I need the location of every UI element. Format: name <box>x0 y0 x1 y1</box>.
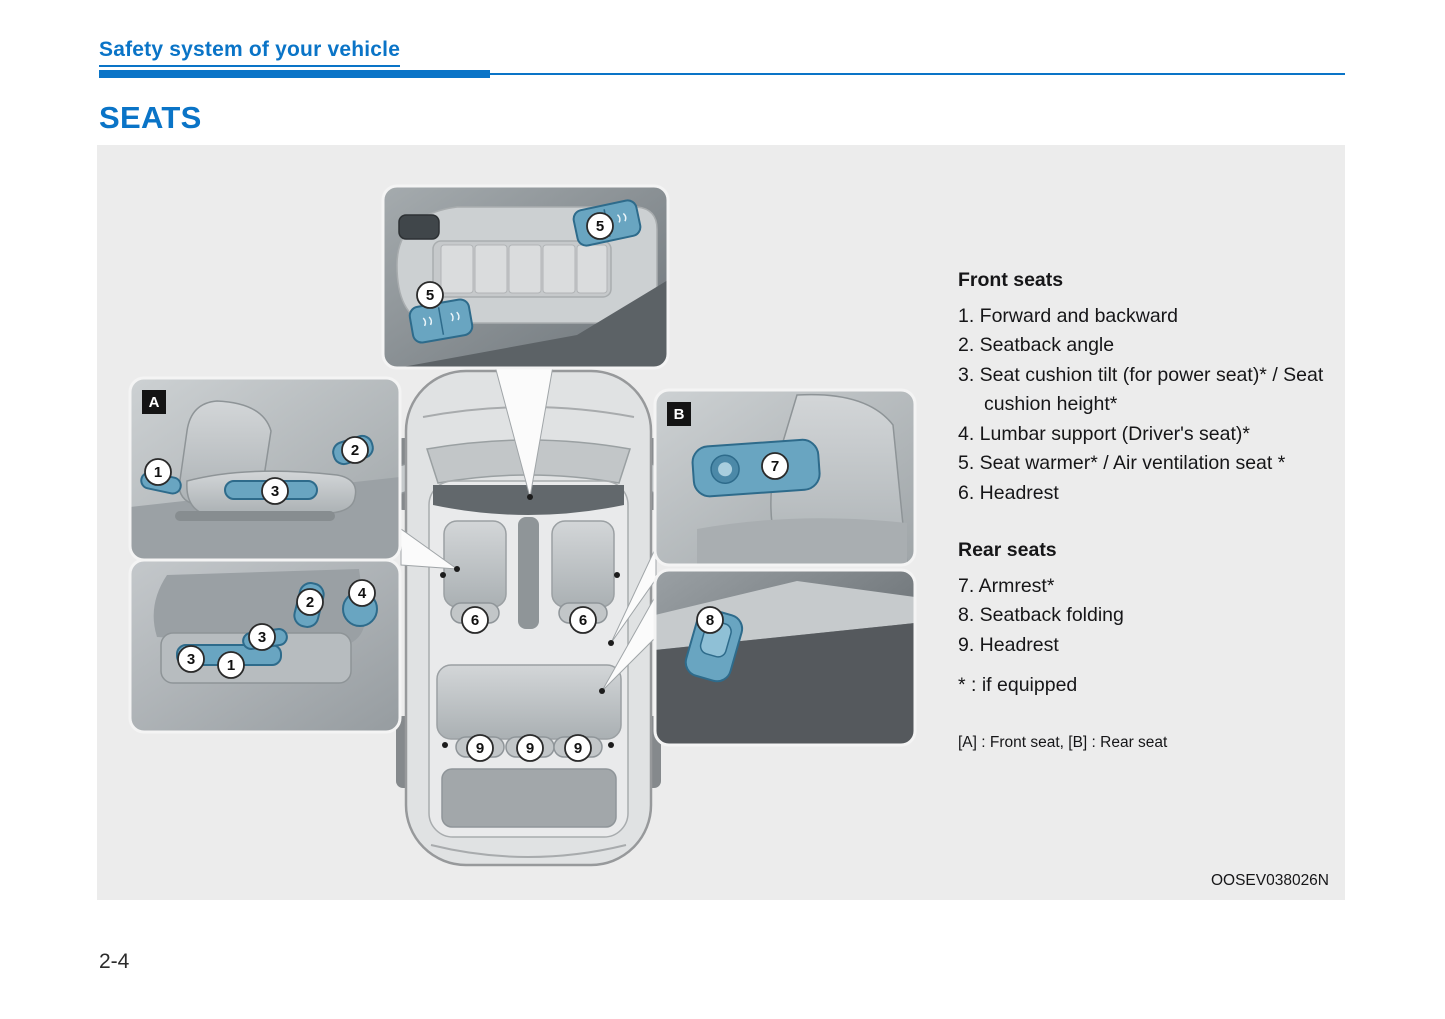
equipped-footnote: * : if equipped <box>958 674 1078 696</box>
legend <box>958 266 1334 753</box>
svg-text:7: 7 <box>770 458 780 476</box>
svg-text:9: 9 <box>475 740 485 758</box>
page-number: 2-4 <box>99 950 130 973</box>
svg-text:6: 6 <box>470 612 480 630</box>
marker-8-seatback-folding <box>697 607 723 633</box>
marker-3b-power-seat <box>178 646 204 672</box>
marker-9-rear-center <box>517 735 543 761</box>
inset-console <box>383 186 668 368</box>
label-front-seat <box>142 390 166 414</box>
section-header <box>99 38 1345 78</box>
svg-text:2: 2 <box>305 594 315 612</box>
marker-6-headrest-left <box>462 607 488 633</box>
marker-3-manual-seat <box>262 478 288 504</box>
header-rule-thick <box>99 70 490 78</box>
legend-item-2: 2. Seatback angle <box>958 334 1115 356</box>
svg-text:8: 8 <box>705 612 715 630</box>
svg-text:A: A <box>148 394 160 411</box>
inset-seatback-folding <box>655 570 915 745</box>
svg-text:5: 5 <box>425 287 435 305</box>
seats-figure <box>97 145 1345 900</box>
inset-rear-armrest <box>655 390 915 571</box>
svg-text:1: 1 <box>153 464 163 482</box>
svg-text:9: 9 <box>573 740 583 758</box>
marker-7-armrest <box>762 453 788 479</box>
marker-2-manual-seat <box>342 437 368 463</box>
header-rule <box>99 70 1345 78</box>
label-rear-seat <box>667 402 691 426</box>
marker-9-rear-right <box>565 735 591 761</box>
marker-1-manual-seat <box>145 459 171 485</box>
svg-text:6: 6 <box>578 612 588 630</box>
legend-item-6: 6. Headrest <box>958 481 1059 504</box>
marker-5-console-right <box>587 213 613 239</box>
legend-item-4: 4. Lumbar support (Driver's seat)* <box>958 422 1250 445</box>
marker-9-rear-left <box>467 735 493 761</box>
legend-item-9: 9. Headrest <box>958 633 1059 656</box>
svg-text:5: 5 <box>595 218 605 236</box>
front-seats-title: Front seats <box>958 269 1064 291</box>
svg-text:4: 4 <box>357 585 367 603</box>
legend-item-8: 8. Seatback folding <box>958 604 1124 626</box>
marker-4-power-seat <box>349 580 375 606</box>
svg-text:3: 3 <box>270 483 280 501</box>
marker-5-console-left <box>417 282 443 308</box>
svg-text:9: 9 <box>525 740 535 758</box>
image-code: OOSEV038026N <box>1210 872 1329 889</box>
legend-item-7: 7. Armrest* <box>958 574 1055 597</box>
section-title: Safety system of your vehicle <box>99 38 400 67</box>
marker-1-power-seat <box>218 652 244 678</box>
svg-text:1: 1 <box>226 657 236 675</box>
svg-text:B: B <box>673 406 685 423</box>
svg-text:2: 2 <box>350 442 360 460</box>
page-title: SEATS <box>99 100 202 135</box>
svg-text:3: 3 <box>186 651 196 669</box>
seat-note: [A] : Front seat, [B] : Rear seat <box>958 733 1168 751</box>
marker-3a-power-seat <box>249 624 275 650</box>
legend-item-5: 5. Seat warmer* / Air ventilation seat * <box>958 452 1286 474</box>
header-rule-thin <box>490 73 1345 75</box>
marker-2-power-seat <box>297 589 323 615</box>
svg-text:3: 3 <box>257 629 267 647</box>
rear-seats-title: Rear seats <box>958 539 1057 561</box>
marker-6-headrest-right <box>570 607 596 633</box>
legend-item-1: 1. Forward and backward <box>958 304 1179 327</box>
legend-item-3: 3. Seat cushion tilt (for power seat)* / Seat cushion height* <box>958 363 1324 415</box>
